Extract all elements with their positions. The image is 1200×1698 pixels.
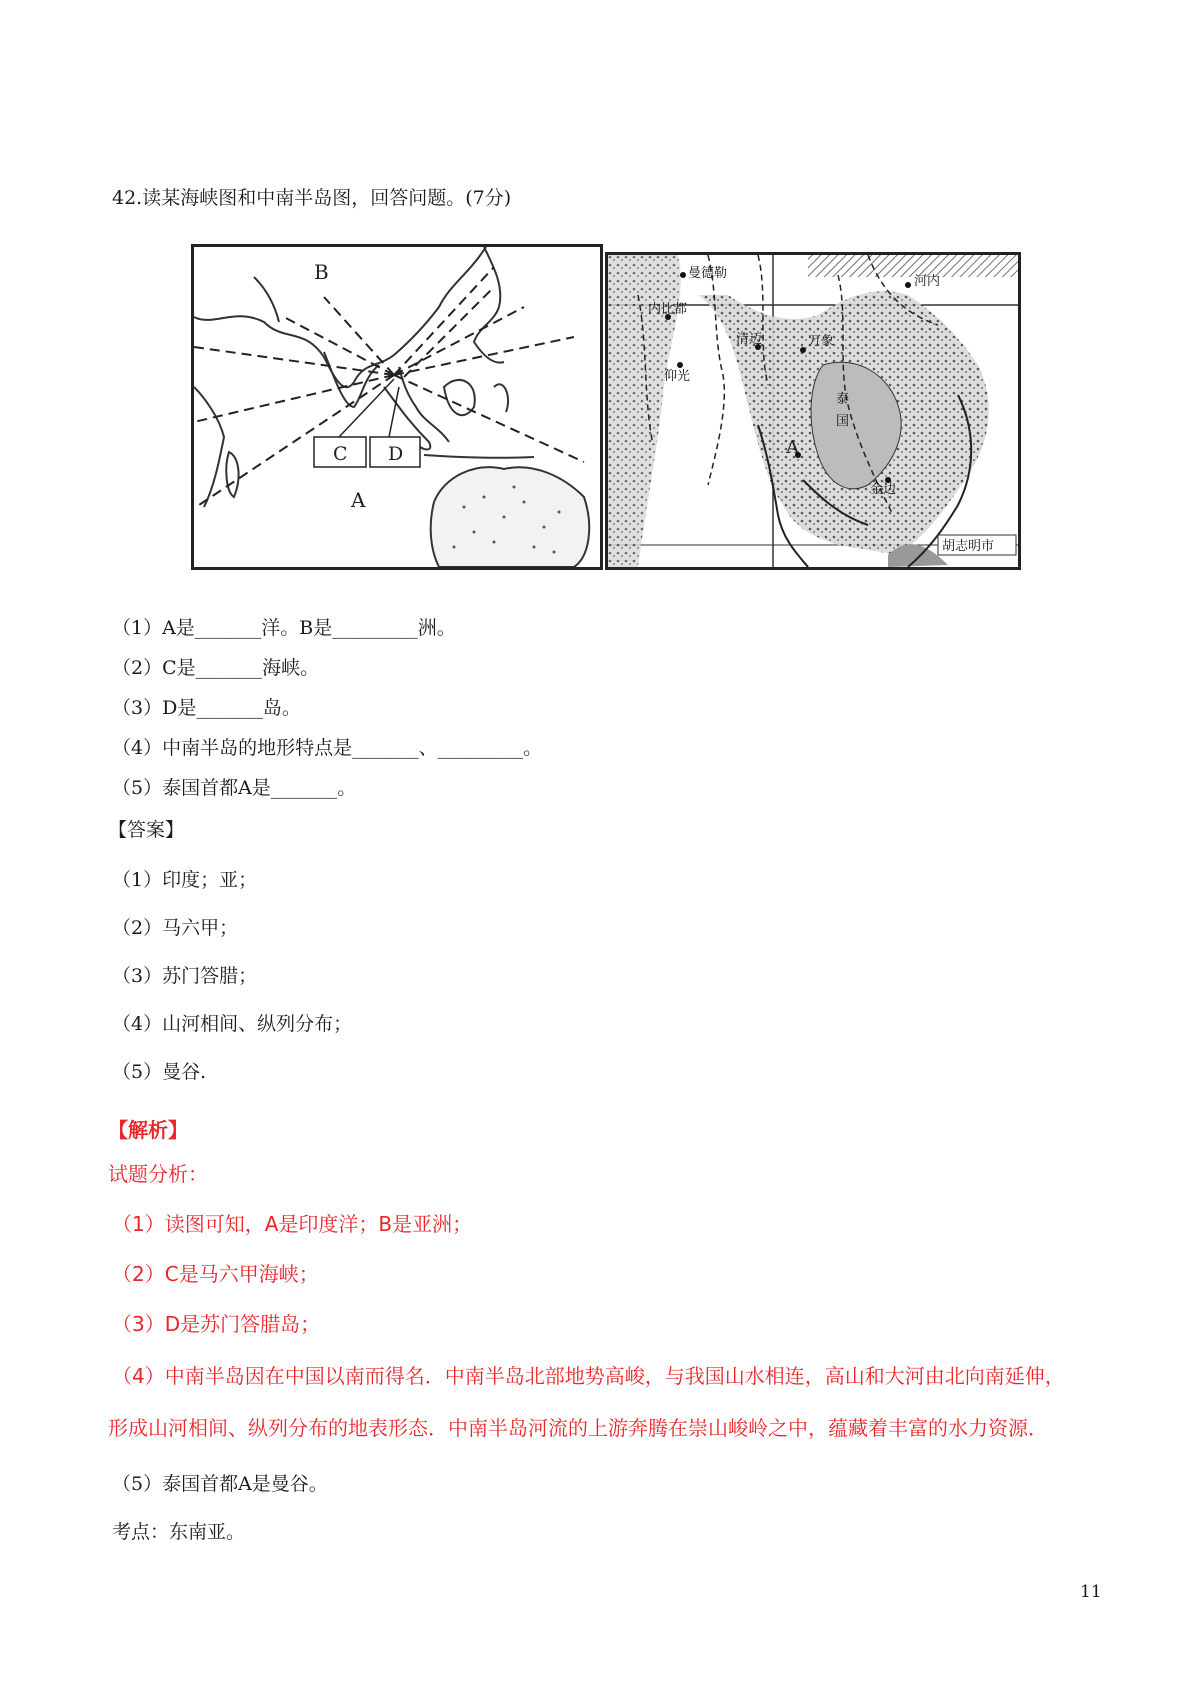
page-number: 11 [1080,1582,1102,1602]
city-naypyidaw: 内比都 [648,302,688,317]
label-c: C [333,443,348,465]
city-hanoi: 河内 [914,274,941,289]
question-title: 42.读某海峡图和中南半岛图，回答问题。(7分) [112,187,512,209]
label-capital-a: A [786,437,799,458]
strait-map [191,244,603,570]
question-item-5: （5）泰国首都A是_______。 [112,777,357,799]
analysis-item-4-line2: 形成山河相间、纵列分布的地表形态．中南半岛河流的上游奔腾在崇山峻岭之中，蕴藏着丰富的水力资源． [108,1416,1048,1440]
question-item-4: （4）中南半岛的地形特点是_______、_________。 [112,737,543,759]
country-char-guo: 国 [836,414,850,429]
label-a: A [351,488,366,512]
analysis-subheading: 试题分析： [108,1162,208,1186]
label-b: B [314,260,329,284]
analysis-item-1: （1）读图可知，A是印度洋；B是亚洲； [112,1212,473,1236]
answer-item-4: （4）山河相间、纵列分布； [112,1013,353,1035]
question-item-1: （1）A是_______洋。B是_________洲。 [112,617,456,639]
label-d: D [388,443,404,465]
city-chiangmai: 清迈 [736,332,763,347]
answer-item-2: （2）马六甲； [112,917,239,939]
country-char-tai: 泰 [836,392,850,407]
city-phnompenh: 金边 [870,482,897,497]
question-item-2: （2）C是_______海峡。 [112,657,320,679]
indochina-map [605,252,1021,570]
analysis-item-4-line1: （4）中南半岛因在中国以南而得名．中南半岛北部地势高峻，与我国山水相连，高山和大河由北向南延伸， [112,1364,1065,1388]
city-hochiminh: 胡志明市 [942,539,995,554]
analysis-item-3: （3）D是苏门答腊岛； [112,1312,321,1336]
indochina-map-drawing [608,255,1018,567]
city-yangon: 仰光 [664,369,691,384]
city-vientiane: 万象 [808,334,835,349]
analysis-heading: 【解析】 [108,1118,188,1142]
question-item-3: （3）D是_______岛。 [112,697,301,719]
analysis-item-2: （2）C是马六甲海峡； [112,1262,319,1286]
strait-map-drawing [194,247,600,567]
answer-item-3: （3）苏门答腊； [112,965,258,987]
city-mandalay: 曼德勒 [688,266,728,281]
answer-item-1: （1）印度；亚； [112,869,258,891]
kaodian: 考点：东南亚。 [112,1521,246,1543]
answer-item-5: （5）曼谷. [112,1061,207,1083]
answer-heading: 【答案】 [108,819,185,841]
analysis-item-5: （5）泰国首都A是曼谷。 [112,1473,328,1495]
